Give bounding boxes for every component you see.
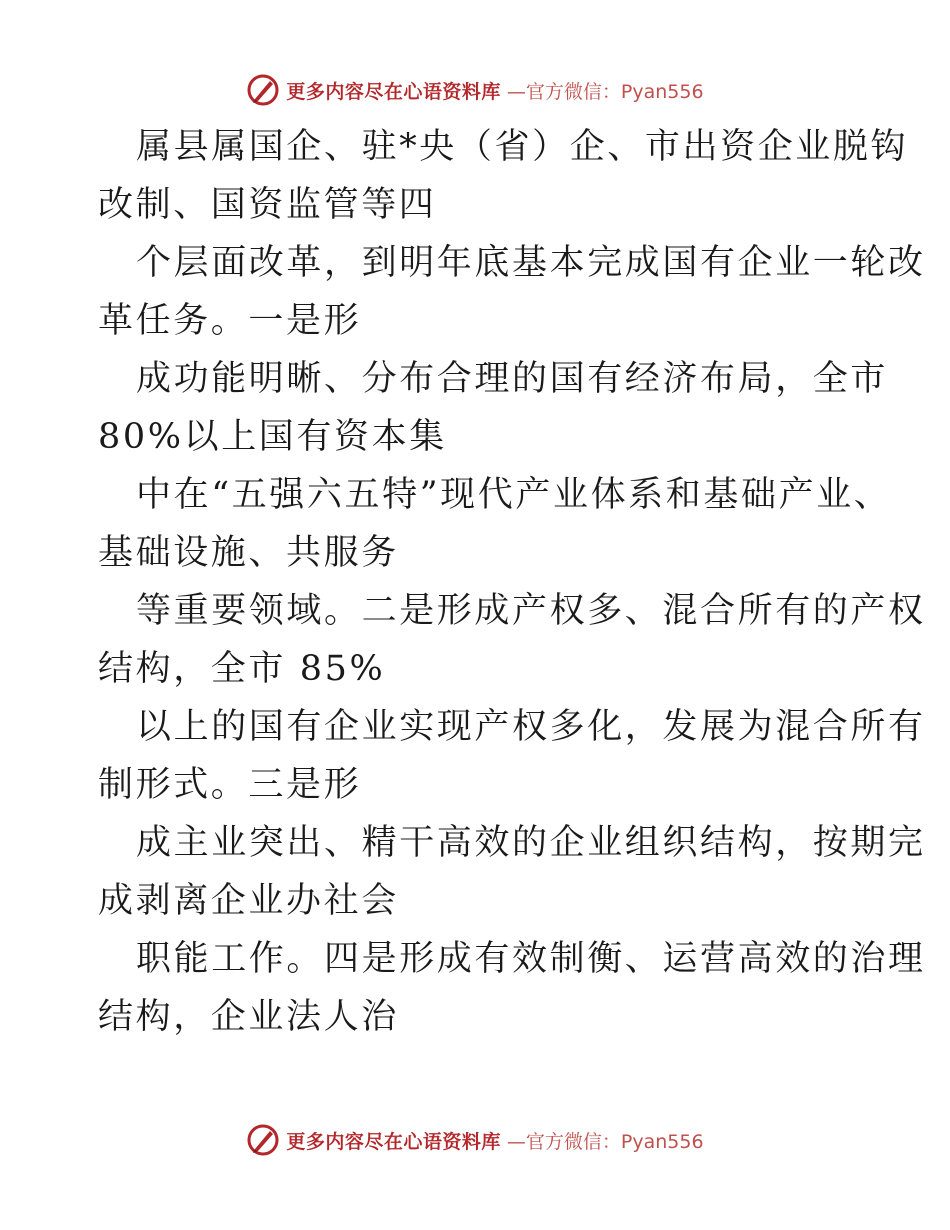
paragraph-line: 结构，全市 85% — [98, 649, 386, 689]
paragraph-line: 中在“五强六五特”现代产业体系和基础产业、 — [136, 475, 892, 515]
footer-banner — [0, 1120, 950, 1160]
paragraph-line: 制形式。三是形 — [98, 765, 362, 805]
paragraph-line: 改制、国资监管等四 — [98, 185, 437, 225]
quill-pen-circle-icon — [246, 73, 280, 107]
paragraph-line: 结构，企业法人治 — [98, 997, 399, 1037]
document-body — [98, 118, 926, 1046]
paragraph-line: 成剥离企业办社会 — [98, 881, 399, 921]
paragraph-line: 成主业突出、精干高效的企业组织结构，按期完 — [136, 823, 926, 863]
paragraph-line: 等重要领域。二是形成产权多、混合所有的产权 — [136, 591, 926, 631]
paragraph-line: 以上的国有企业实现产权多化，发展为混合所有 — [136, 707, 926, 747]
footer-brand-text: 更多内容尽在心语资料库 — [286, 1130, 501, 1153]
paragraph-line: 基础设施、共服务 — [98, 533, 399, 573]
header-contact-text: —官方微信：Pyan556 — [506, 80, 704, 103]
footer-contact-text: —官方微信：Pyan556 — [506, 1130, 704, 1153]
quill-pen-circle-icon — [246, 1123, 280, 1157]
paragraph-line: 属县属国企、驻*央（省）企、市出资企业脱钩 — [136, 127, 909, 167]
header-banner — [0, 70, 950, 110]
paragraph-line: 革任务。一是形 — [98, 301, 362, 341]
paragraph-line: 职能工作。四是形成有效制衡、运营高效的治理 — [136, 939, 926, 979]
header-brand-text: 更多内容尽在心语资料库 — [286, 80, 501, 103]
paragraph-line: 80%以上国有资本集 — [98, 417, 447, 457]
paragraph-line: 成功能明晰、分布合理的国有经济布局，全市 — [136, 359, 889, 399]
paragraph-line: 个层面改革，到明年底基本完成国有企业一轮改 — [136, 243, 926, 283]
